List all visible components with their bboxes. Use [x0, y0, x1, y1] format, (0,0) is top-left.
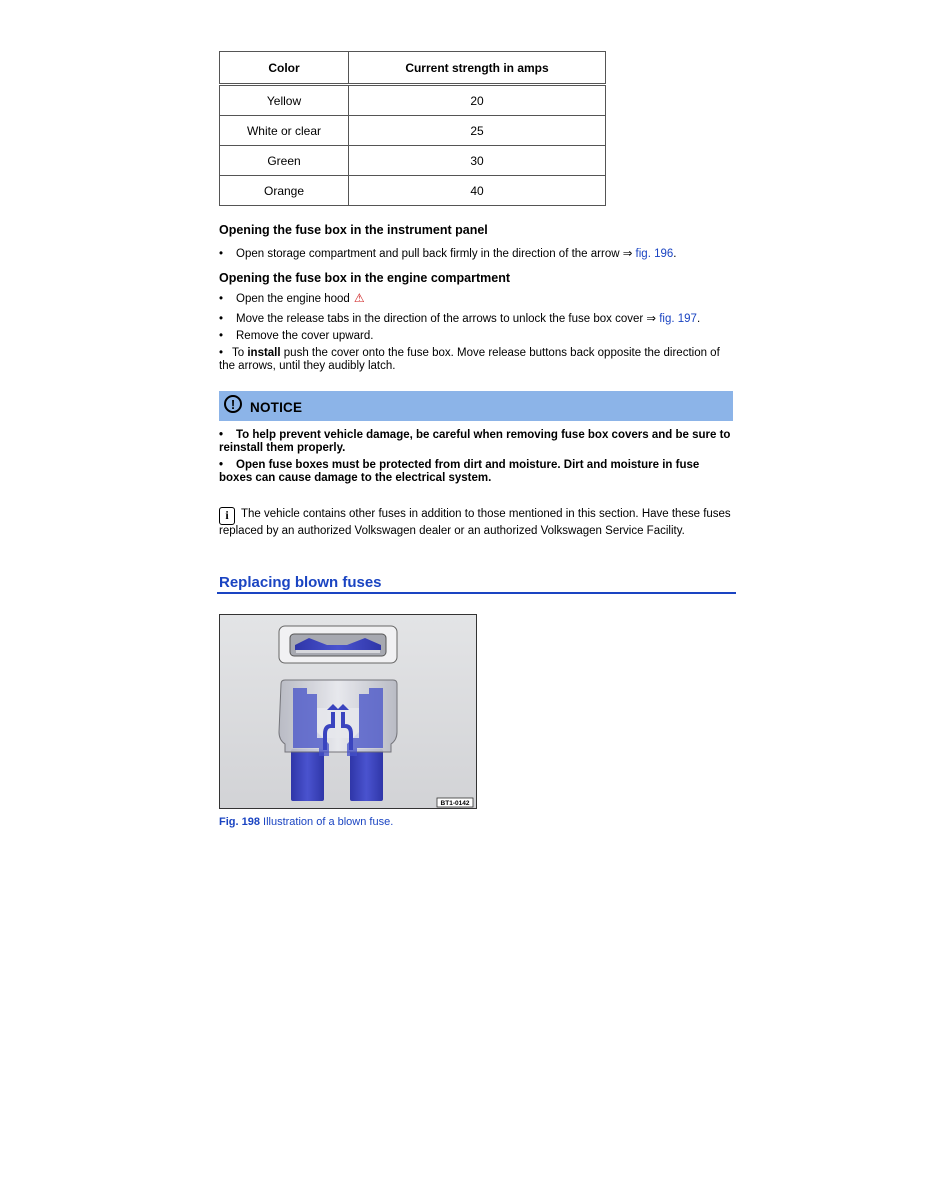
list-item: • To install push the cover onto the fuse box. Move release buttons back opposite the direction of the arrows, until they audibly latch.	[219, 347, 720, 372]
table-cell: 20	[349, 85, 606, 116]
table-row	[220, 85, 606, 116]
notice-item: • To help prevent vehicle damage, be careful when removing fuse box covers and be sure to reinstall them properly.	[219, 429, 731, 454]
warning-triangle-icon[interactable]: ⚠	[353, 291, 365, 305]
table-cell: Green	[220, 146, 349, 176]
table-cell: 25	[349, 116, 606, 146]
figure-code-label: BT1-0142	[440, 800, 470, 807]
bullet-icon: •	[219, 459, 224, 471]
blown-fuse-image	[219, 614, 477, 809]
section-divider	[217, 592, 736, 594]
blown-fuse-illustration	[219, 614, 477, 809]
bullet-icon: •	[219, 293, 224, 305]
info-icon: i	[219, 507, 235, 525]
list-item: • Open storage compartment and pull back firmly in the direction of the arrow ⇒ fig. 196.	[219, 248, 677, 260]
figure-number: Fig. 198	[219, 816, 260, 828]
heading-instrument-panel: Opening the fuse box in the instrument panel	[219, 223, 488, 237]
list-item: • Move the release tabs in the direction of the arrows to unlock the fuse box cover ⇒ fig. 197.	[219, 313, 701, 325]
figure-caption	[219, 816, 393, 828]
table-row	[220, 176, 606, 206]
list-item: • Remove the cover upward.	[219, 330, 374, 342]
fig-196-link[interactable]: fig. 196	[635, 248, 674, 260]
section-title: Replacing blown fuses	[219, 574, 382, 591]
column-header-amps: Current strength in amps	[349, 52, 606, 85]
list-item: • Open the engine hood ⚠	[219, 291, 365, 305]
table-row	[220, 116, 606, 146]
heading-engine-compartment: Opening the fuse box in the engine compartment	[219, 271, 510, 285]
table-row	[220, 146, 606, 176]
fuse-color-table	[219, 51, 606, 206]
bullet-icon: •	[219, 429, 224, 441]
bullet-icon: •	[219, 347, 224, 359]
table-cell: 40	[349, 176, 606, 206]
table-cell: 30	[349, 146, 606, 176]
table-cell: Yellow	[220, 85, 349, 116]
notice-item: • Open fuse boxes must be protected from dirt and moisture. Dirt and moisture in fuse boxes can cause damage to the electrical system.	[219, 459, 700, 484]
table-cell: White or clear	[220, 116, 349, 146]
table-header-row	[220, 52, 606, 85]
bullet-icon: •	[219, 313, 224, 325]
table-cell: Orange	[220, 176, 349, 206]
info-note: i The vehicle contains other fuses in addition to those mentioned in this section. Have these fuses replaced by an authorized Volkswagen dealer or an authorized Volkswagen Service Facility.	[219, 508, 731, 537]
fig-197-link[interactable]: fig. 197	[659, 313, 697, 325]
column-header-color: Color	[220, 52, 349, 85]
notice-banner	[219, 391, 733, 421]
exclamation-circle-icon: !	[224, 395, 242, 413]
notice-label: NOTICE	[250, 400, 303, 415]
bullet-icon: •	[219, 248, 224, 260]
bullet-icon: •	[219, 330, 224, 342]
figure-caption-text: Illustration of a blown fuse.	[259, 816, 394, 828]
